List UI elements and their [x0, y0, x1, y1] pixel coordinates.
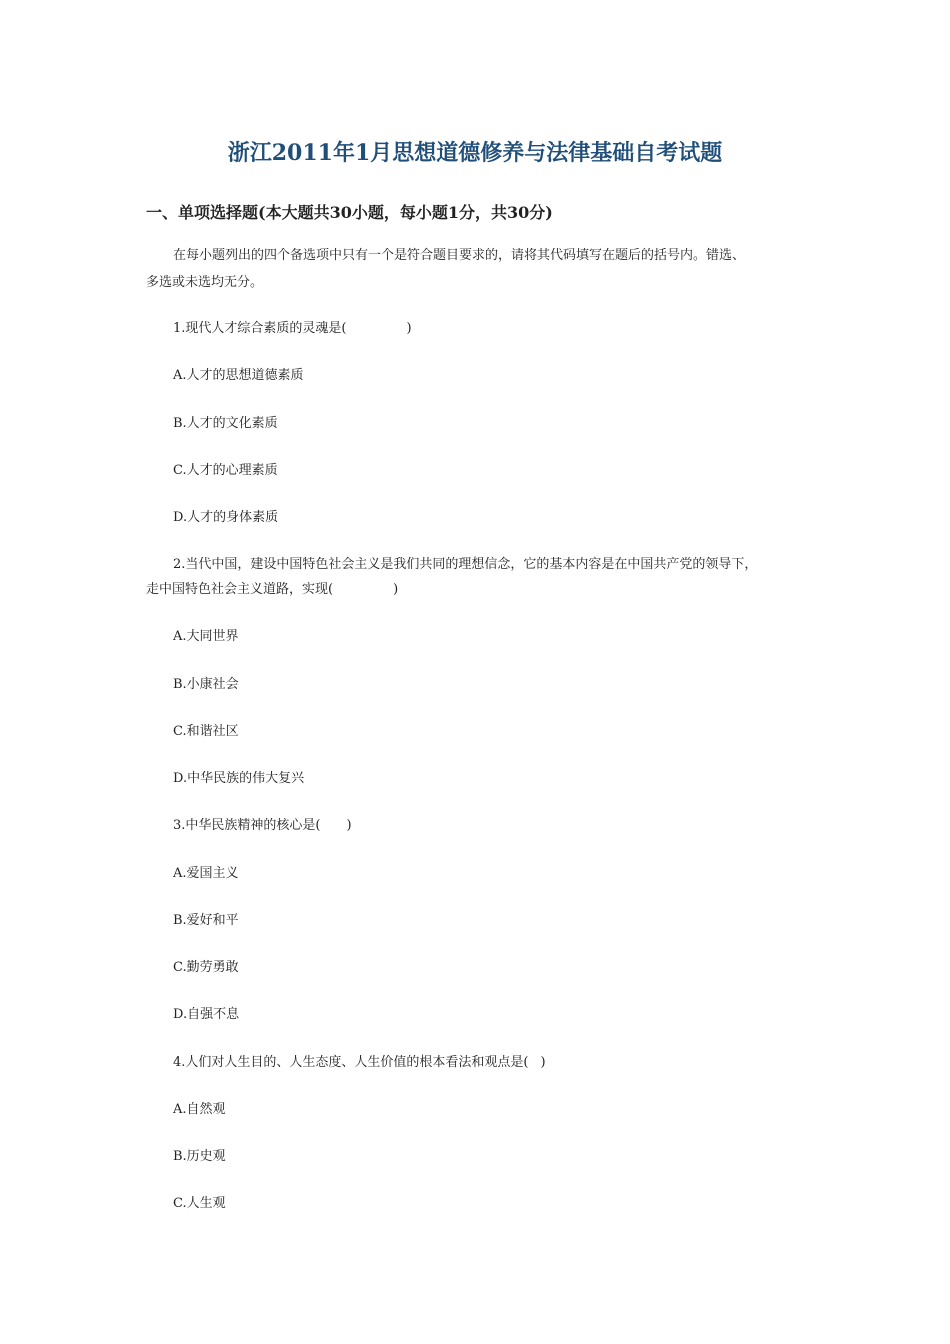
question-3-option-b: B.爱好和平 [173, 913, 239, 928]
question-2-option-a: A.大同世界 [173, 629, 239, 644]
instructions-line-2: 多选或未选均无分。 [146, 275, 264, 290]
section-heading: 一、单项选择题(本大题共30小题，每小题1分，共30分) [146, 203, 553, 222]
question-3-option-a: A.爱国主义 [173, 866, 239, 881]
question-4 [173, 1050, 546, 1075]
question-3-stem-end: ) [346, 818, 352, 833]
question-4-option-b: B.历史观 [173, 1149, 226, 1164]
question-2-stem-end: ) [393, 582, 399, 597]
question-4-stem: 4.人们对人生目的、人生态度、人生价值的根本看法和观点是( [173, 1055, 529, 1070]
question-4-stem-end: ) [540, 1055, 546, 1070]
question-1-option-a: A.人才的思想道德素质 [173, 368, 304, 383]
question-3 [173, 813, 352, 838]
question-1-stem: 1.现代人才综合素质的灵魂是( [173, 321, 347, 336]
question-2-option-c: C.和谐社区 [173, 724, 239, 739]
question-4-option-c: C.人生观 [173, 1196, 226, 1211]
instructions-line-1: 在每小题列出的四个备选项中只有一个是符合题目要求的，请将其代码填写在题后的括号内。错选、 [173, 248, 746, 263]
question-3-option-c: C.勤劳勇敢 [173, 960, 239, 975]
question-2-line-2 [146, 577, 398, 602]
document-title: 浙江2011年1月思想道德修养与法律基础自考试题 [227, 140, 723, 166]
question-3-option-d: D.自强不息 [173, 1007, 240, 1022]
question-2-line-1: 2.当代中国，建设中国特色社会主义是我们共同的理想信念，它的基本内容是在中国共产党的领导下， [173, 557, 758, 572]
question-2-stem-line-2: 走中国特色社会主义道路，实现( [146, 582, 334, 597]
question-1-stem-end: ) [406, 321, 412, 336]
question-1-option-b: B.人才的文化素质 [173, 416, 278, 431]
question-1-option-d: D.人才的身体素质 [173, 510, 279, 525]
question-3-stem: 3.中华民族精神的核心是( [173, 818, 321, 833]
question-4-option-a: A.自然观 [173, 1102, 226, 1117]
question-2-option-d: D.中华民族的伟大复兴 [173, 771, 305, 786]
question-1-option-c: C.人才的心理素质 [173, 463, 278, 478]
question-1 [173, 316, 412, 341]
question-2-option-b: B.小康社会 [173, 677, 239, 692]
